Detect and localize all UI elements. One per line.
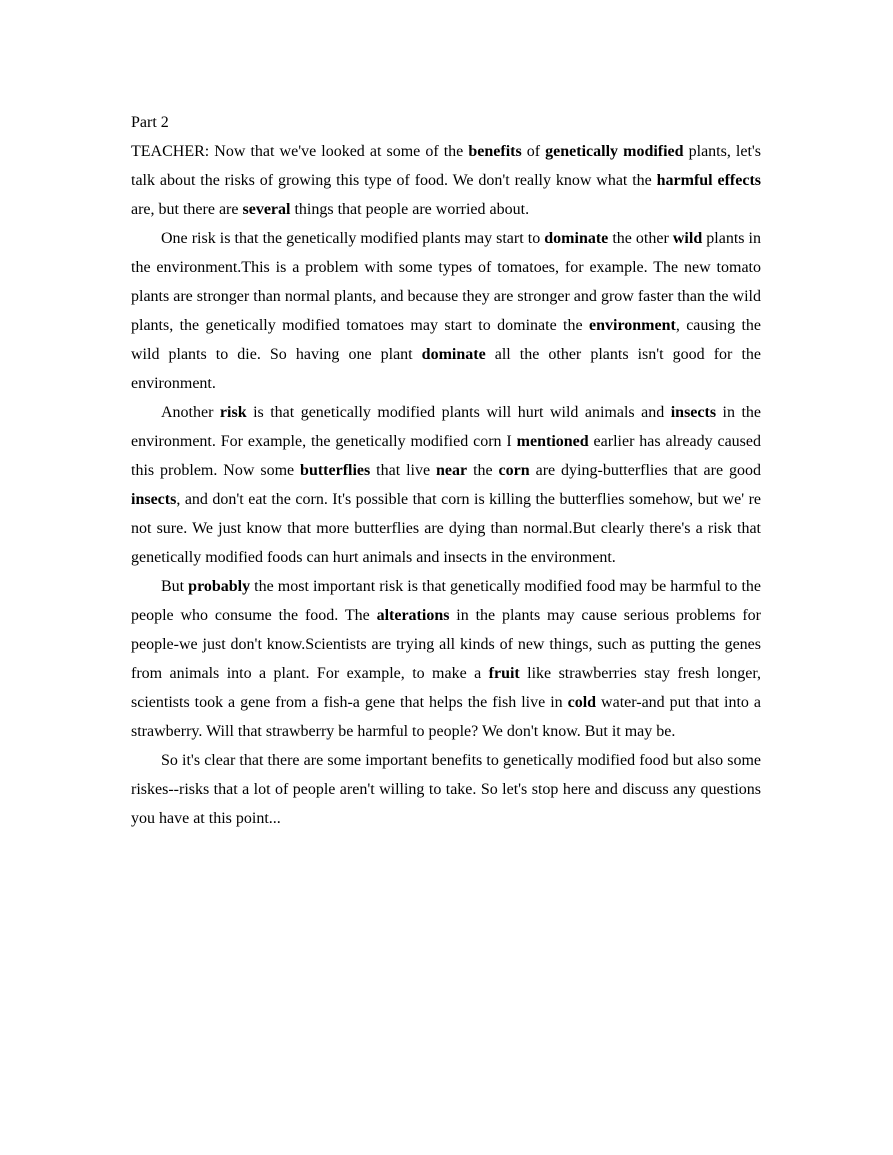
bold-term: harmful effects (656, 172, 761, 189)
section-heading: Part 2 (131, 114, 169, 131)
bold-term: corn (498, 462, 530, 479)
bold-term: near (436, 462, 468, 479)
text-run: are, but there are (131, 201, 243, 218)
paragraph (131, 746, 761, 833)
text-run: the most important risk is that genetically modified food may be harmful to the people who consume the food. The (131, 578, 761, 624)
text-run: like strawberries stay fresh longer, scientists took a gene from a fish-a gene that helps the fish live in (131, 665, 762, 711)
paragraph (131, 137, 761, 224)
text-run: earlier has already caused this problem. Now some (131, 433, 761, 479)
bold-term: wild (672, 230, 703, 247)
text-run: So it's clear that there are some important benefits to genetically modified food but also some riskes--risks that a lot of people aren't willing to take. So let's stop here and discuss any questions you have at this point... (131, 752, 761, 827)
text-run: is that genetically modified plants will hurt wild animals and (246, 404, 671, 421)
text-run: things that people are worried about. (290, 201, 530, 218)
text-run: , causing the wild plants to die. So having one plant (131, 317, 762, 363)
text-run: all the other plants isn't good for the environment. (131, 346, 761, 392)
text-run: in the plants may cause serious problems for people-we just don't know.Scientists are trying all kinds of new things, such as putting the genes from animals into a plant. For example, to make a (131, 607, 761, 682)
bold-term: fruit (488, 665, 520, 682)
paragraph (131, 224, 761, 398)
text-run: of (521, 143, 546, 160)
text-run: the other (608, 230, 673, 247)
bold-term: genetically modified (545, 143, 684, 160)
bold-term: cold (567, 694, 597, 711)
bold-term: several (242, 201, 291, 218)
text-run: that live (370, 462, 437, 479)
bold-term: dominate (421, 346, 486, 363)
bold-term: insects (670, 404, 717, 421)
text-run: , and don't eat the corn. It's possible that corn is killing the butterflies somehow, but we' re not sure. We just know that more butterflies are dying than normal.But clearly there's a risk that genetically modified foods can hurt animals and insects in the environment. (131, 491, 761, 566)
bold-term: risk (219, 404, 247, 421)
bold-term: mentioned (516, 433, 589, 450)
bold-term: butterflies (300, 462, 371, 479)
text-run: plants, let's talk about the risks of growing this type of food. We don't really know what the (131, 143, 762, 189)
text-run: One risk is that the genetically modified plants may start to (161, 230, 545, 247)
bold-term: alterations (376, 607, 450, 624)
text-run: water-and put that into a strawberry. Will that strawberry be harmful to people? We don't know. But it may be. (131, 694, 761, 740)
bold-term: dominate (544, 230, 609, 247)
text-run: Another (161, 404, 220, 421)
text-run: the (467, 462, 499, 479)
bold-term: probably (188, 578, 251, 595)
text-run: But (161, 578, 189, 595)
text-run: in the environment. For example, the genetically modified corn I (131, 404, 762, 450)
document-page (131, 108, 761, 833)
paragraph (131, 572, 761, 746)
text-run: are dying-butterflies that are good (529, 462, 761, 479)
paragraph-list (131, 137, 761, 833)
paragraph (131, 398, 761, 572)
bold-term: benefits (468, 143, 522, 160)
bold-term: environment (589, 317, 676, 334)
bold-term: insects (131, 491, 177, 508)
text-run: plants in the environment.This is a problem with some types of tomatoes, for example. The new tomato plants are stronger than normal plants, and because they are stronger and grow faster than the wild plants, the genetically modified tomatoes may start to dominate the (131, 230, 762, 334)
text-run: TEACHER: Now that we've looked at some of the (131, 143, 469, 160)
